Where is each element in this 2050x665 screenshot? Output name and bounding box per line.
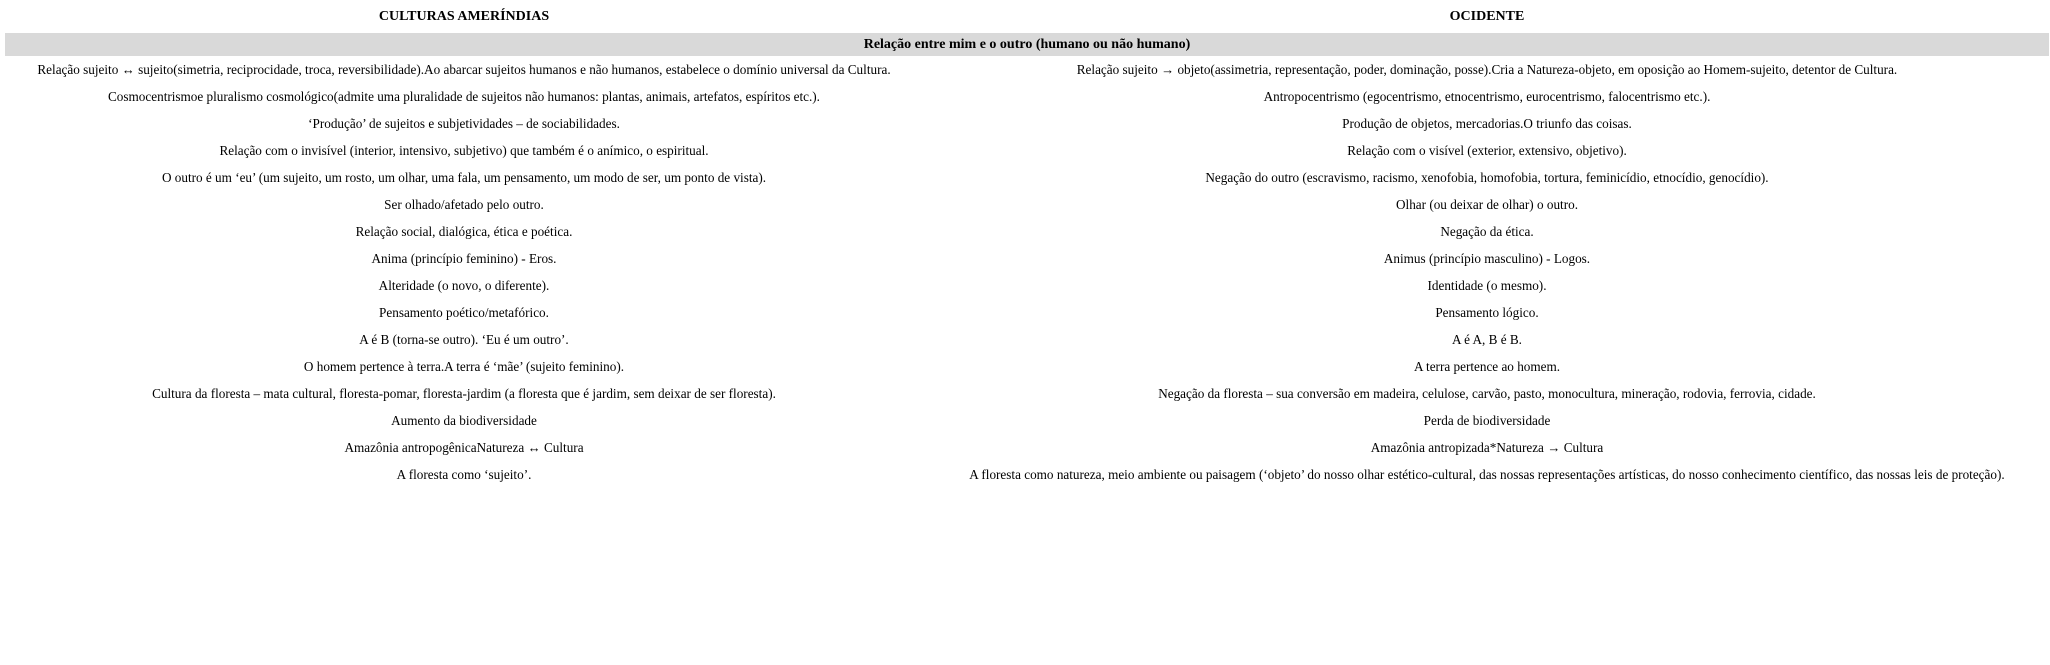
section-row	[5, 33, 2049, 56]
section-title: Relação entre mim e o outro (humano ou não humano)	[5, 33, 2049, 56]
table-row	[5, 83, 2049, 110]
amerindian-cell: Pensamento poético/metafórico.	[379, 304, 549, 320]
amerindian-cell: Relação sujeito ↔ sujeito(simetria, reciprocidade, troca, reversibilidade).Ao abarcar sujeitos humanos e não humanos, estabelece o domínio universal da Cultura.	[37, 61, 891, 77]
west-cell: A é A, B é B.	[1452, 331, 1522, 347]
amerindian-cell: O outro é um ‘eu’ (um sujeito, um rosto, um olhar, uma fala, um pensamento, um modo de ser, um ponto de vista).	[161, 169, 767, 185]
west-cell: A terra pertence ao homem.	[1413, 358, 1561, 374]
table-row	[5, 299, 2049, 326]
amerindian-cell: ‘Produção’ de sujeitos e subjetividades – de sociabilidades.	[308, 115, 620, 131]
table-row	[5, 245, 2049, 272]
west-cell: Relação com o visível (exterior, extensivo, objetivo).	[1347, 142, 1627, 158]
table-row	[5, 407, 2049, 434]
amerindian-cell: Anima (princípio feminino) - Eros.	[371, 250, 557, 266]
column-header-west: OCIDENTE	[1449, 8, 1525, 24]
amerindian-cell: A é B (torna-se outro). ‘Eu é um outro’.	[359, 331, 569, 347]
amerindian-cell: Ser olhado/afetado pelo outro.	[384, 196, 544, 212]
amerindian-cell: Cultura da floresta – mata cultural, floresta-pomar, floresta-jardim (a floresta que é jardim, sem deixar de ser floresta).	[152, 385, 776, 401]
west-cell: Antropocentrismo (egocentrismo, etnocentrismo, eurocentrismo, falocentrismo etc.).	[1263, 88, 1711, 104]
amerindian-cell: Alteridade (o novo, o diferente).	[378, 277, 550, 293]
table-row	[5, 191, 2049, 218]
header-row	[5, 0, 2049, 33]
west-cell: Animus (princípio masculino) - Logos.	[1383, 250, 1591, 266]
amerindian-cell: Relação social, dialógica, ética e poética.	[355, 223, 573, 239]
west-cell: Amazônia antropizada*Natureza → Cultura	[1370, 439, 1604, 455]
table-row	[5, 434, 2049, 461]
amerindian-cell: Cosmocentrismoe pluralismo cosmológico(admite uma pluralidade de sujeitos não humanos: plantas, animais, artefatos, espíritos etc.).	[108, 88, 820, 104]
west-cell: Negação do outro (escravismo, racismo, xenofobia, homofobia, tortura, feminicídio, etnocídio, genocídio).	[1205, 169, 1769, 185]
table-body	[5, 33, 2049, 488]
table-row	[5, 164, 2049, 191]
table-row	[5, 56, 2049, 83]
table-row	[5, 218, 2049, 245]
table-row	[5, 272, 2049, 299]
west-cell: Produção de objetos, mercadorias.O triunfo das coisas.	[1342, 115, 1632, 131]
table-row	[5, 110, 2049, 137]
table-row	[5, 461, 2049, 488]
column-header-amerindian: CULTURAS AMERÍNDIAS	[378, 8, 550, 24]
west-cell: Identidade (o mesmo).	[1427, 277, 1547, 293]
west-cell: Negação da floresta – sua conversão em madeira, celulose, carvão, pasto, monocultura, mineração, rodovia, ferrovia, cidade.	[1158, 385, 1816, 401]
west-cell: Olhar (ou deixar de olhar) o outro.	[1396, 196, 1578, 212]
west-cell: A floresta como natureza, meio ambiente ou paisagem (‘objeto’ do nosso olhar estético-cultural, das nossas representações artísticas, do nosso conhecimento científico, das nossas leis de proteção).	[969, 466, 2005, 482]
amerindian-cell: Relação com o invisível (interior, intensivo, subjetivo) que também é o anímico, o espiritual.	[219, 142, 709, 158]
comparison-table	[3, 0, 2050, 488]
amerindian-cell: Aumento da biodiversidade	[391, 412, 537, 428]
west-cell: Negação da ética.	[1440, 223, 1534, 239]
table-row	[5, 380, 2049, 407]
table-row	[5, 137, 2049, 164]
west-cell: Perda de biodiversidade	[1423, 412, 1551, 428]
table-row	[5, 326, 2049, 353]
amerindian-cell: Amazônia antropogênicaNatureza ↔ Cultura	[344, 439, 584, 455]
table-row	[5, 353, 2049, 380]
west-cell: Pensamento lógico.	[1435, 304, 1539, 320]
west-cell: Relação sujeito → objeto(assimetria, representação, poder, dominação, posse).Cria a Natureza-objeto, em oposição ao Homem-sujeito, detentor de Cultura.	[1076, 61, 1898, 77]
amerindian-cell: O homem pertence à terra.A terra é ‘mãe’ (sujeito feminino).	[303, 358, 625, 374]
amerindian-cell: A floresta como ‘sujeito’.	[396, 466, 532, 482]
comparison-document	[3, 0, 2047, 488]
